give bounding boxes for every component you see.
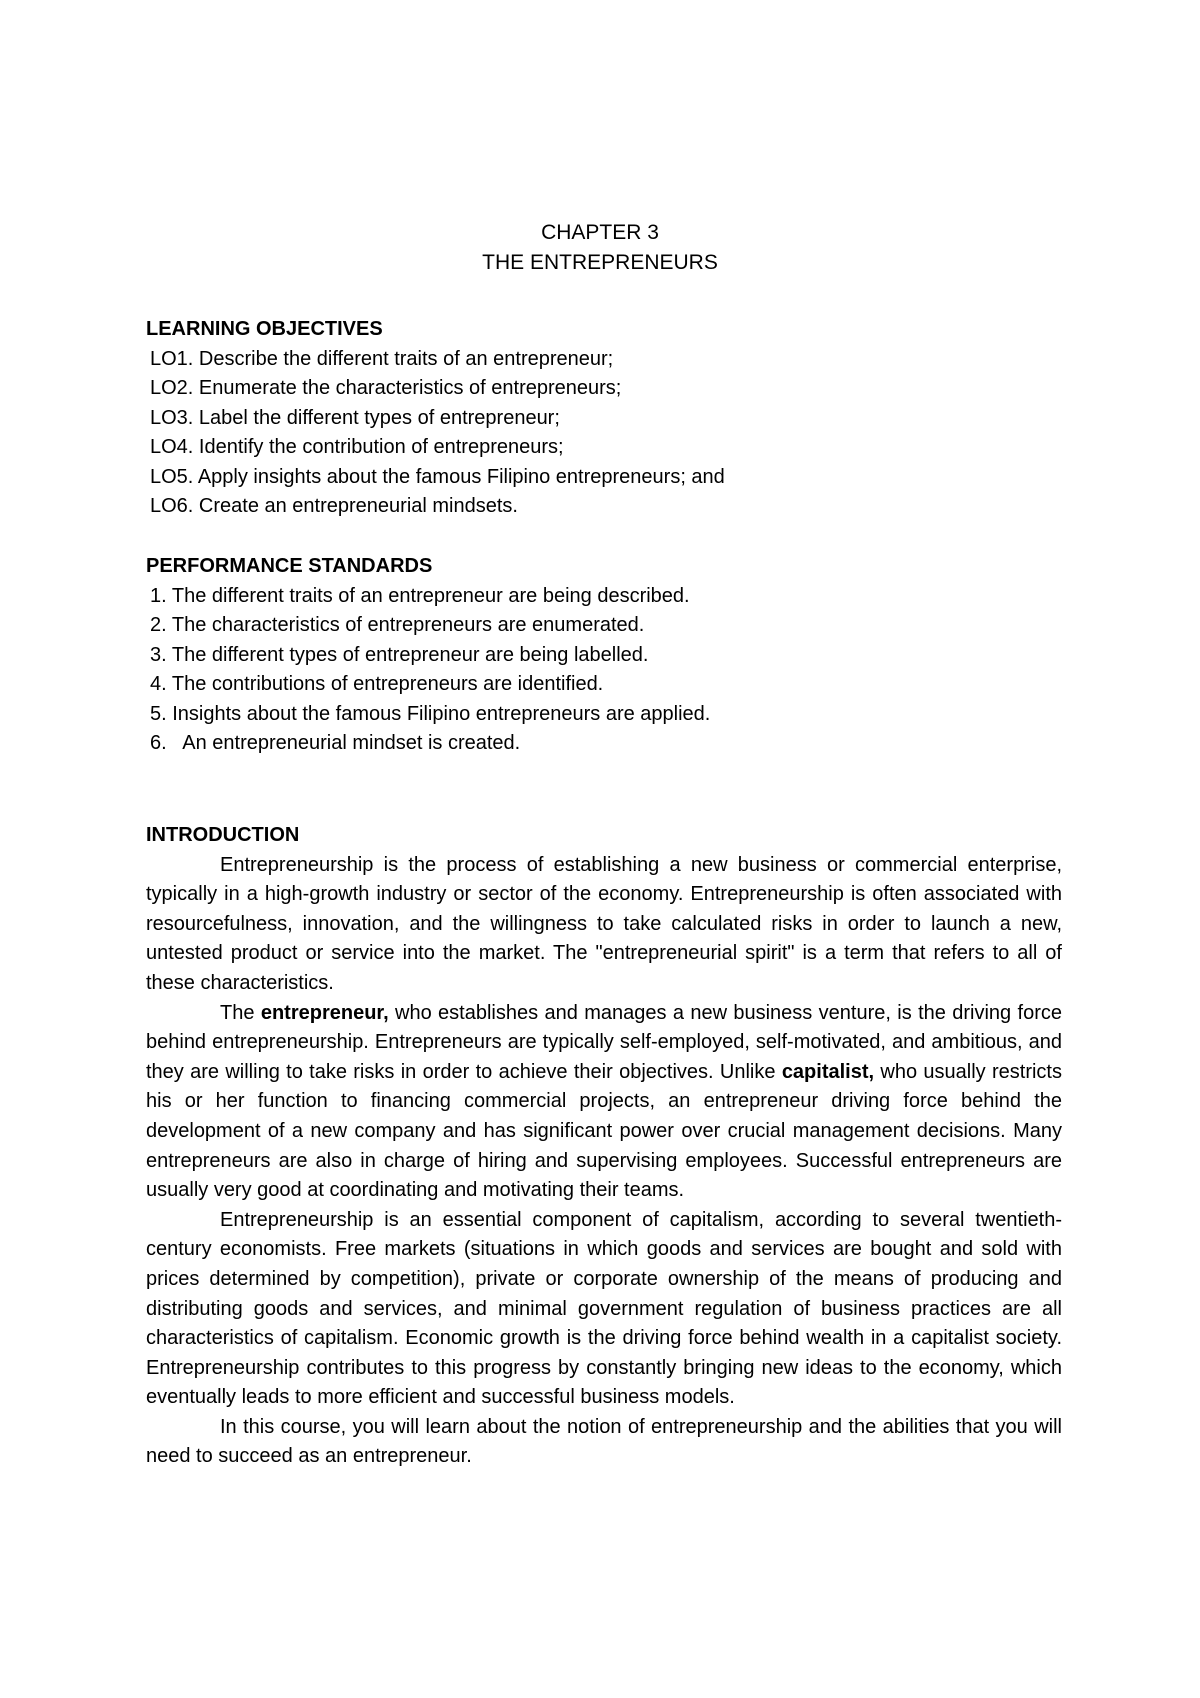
chapter-title: THE ENTREPRENEURS xyxy=(482,251,718,274)
intro-paragraph-4: In this course, you will learn about the notion of entrepreneurship and the abilities that you will need to succeed as an entrepreneur. xyxy=(146,1415,1062,1468)
term-capitalist: capitalist, xyxy=(781,1060,875,1083)
objective-item: LO6. Create an entrepreneurial mindsets. xyxy=(150,495,518,517)
intro-paragraph-3: Entrepreneurship is an essential component of capitalism, according to several twentieth-century economists. Free markets (situations in which goods and services are bought and sold with prices determined by competition), private or corporate ownership of the means of producing and distributing goods and services, and minimal government regulation of business practices are all characteristics of capitalism. Economic growth is the driving force behind wealth in a capitalist society. Entrepreneurship contributes to this progress by constantly bringing new ideas to the economy, which eventually leads to more efficient and successful business models. xyxy=(146,1208,1062,1409)
chapter-title-block xyxy=(0,218,1200,278)
objective-item: LO5. Apply insights about the famous Filipino entrepreneurs; and xyxy=(150,465,725,488)
intro-p2-text: The xyxy=(220,1001,261,1024)
standard-item: 2. The characteristics of entrepreneurs are enumerated. xyxy=(150,614,645,636)
term-entrepreneur: entrepreneur, xyxy=(260,1001,389,1024)
intro-paragraph-1: Entrepreneurship is the process of establishing a new business or commercial enterprise, typically in a high-growth industry or sector of the economy. Entrepreneurship is often associated with resourcefulness, innovation, and the willingness to take calculated risks in order to launch a new, untested product or service into the market. The "entrepreneurial spirit" is a term that refers to all of these characteristics. xyxy=(146,853,1062,994)
performance-standards-heading: PERFORMANCE STANDARDS xyxy=(146,555,433,577)
objective-item: LO2. Enumerate the characteristics of entrepreneurs; xyxy=(150,377,622,399)
standard-item: 1. The different traits of an entrepreneur are being described. xyxy=(150,584,690,607)
intro-p2-text: who establishes and manages a new business venture, is the driving force behind entrepreneurship. Entrepreneurs are typically self-employed, self-motivated, and ambitious, and they are willing to take risks in order to achieve their objectives. Unlike xyxy=(146,1001,1062,1083)
learning-objectives-heading: LEARNING OBJECTIVES xyxy=(146,318,383,340)
standard-item: 6. An entrepreneurial mindset is created. xyxy=(150,732,521,754)
chapter-number: CHAPTER 3 xyxy=(541,221,659,244)
standard-item: 5. Insights about the famous Filipino entrepreneurs are applied. xyxy=(150,702,711,725)
standard-item: 3. The different types of entrepreneur are being labelled. xyxy=(150,643,649,666)
performance-standards-section xyxy=(146,552,1062,759)
intro-paragraph-2 xyxy=(146,999,1062,1206)
objective-item: LO4. Identify the contribution of entrepreneurs; xyxy=(150,436,564,458)
standard-item: 4. The contributions of entrepreneurs are identified. xyxy=(150,673,604,695)
objective-item: LO3. Label the different types of entrepreneur; xyxy=(150,406,560,429)
objective-item: LO1. Describe the different traits of an entrepreneur; xyxy=(150,347,614,370)
intro-p2-text: who usually restricts his or her function to financing commercial projects, an entrepreneur driving force behind the development of a new company and has significant power over crucial management decisions. Many entrepreneurs are also in charge of hiring and supervising employees. Successful entrepreneurs are usually very good at coordinating and motivating their teams. xyxy=(146,1060,1062,1202)
introduction-section xyxy=(146,821,1062,1472)
introduction-heading: INTRODUCTION xyxy=(146,824,300,846)
learning-objectives-section xyxy=(146,315,1062,522)
